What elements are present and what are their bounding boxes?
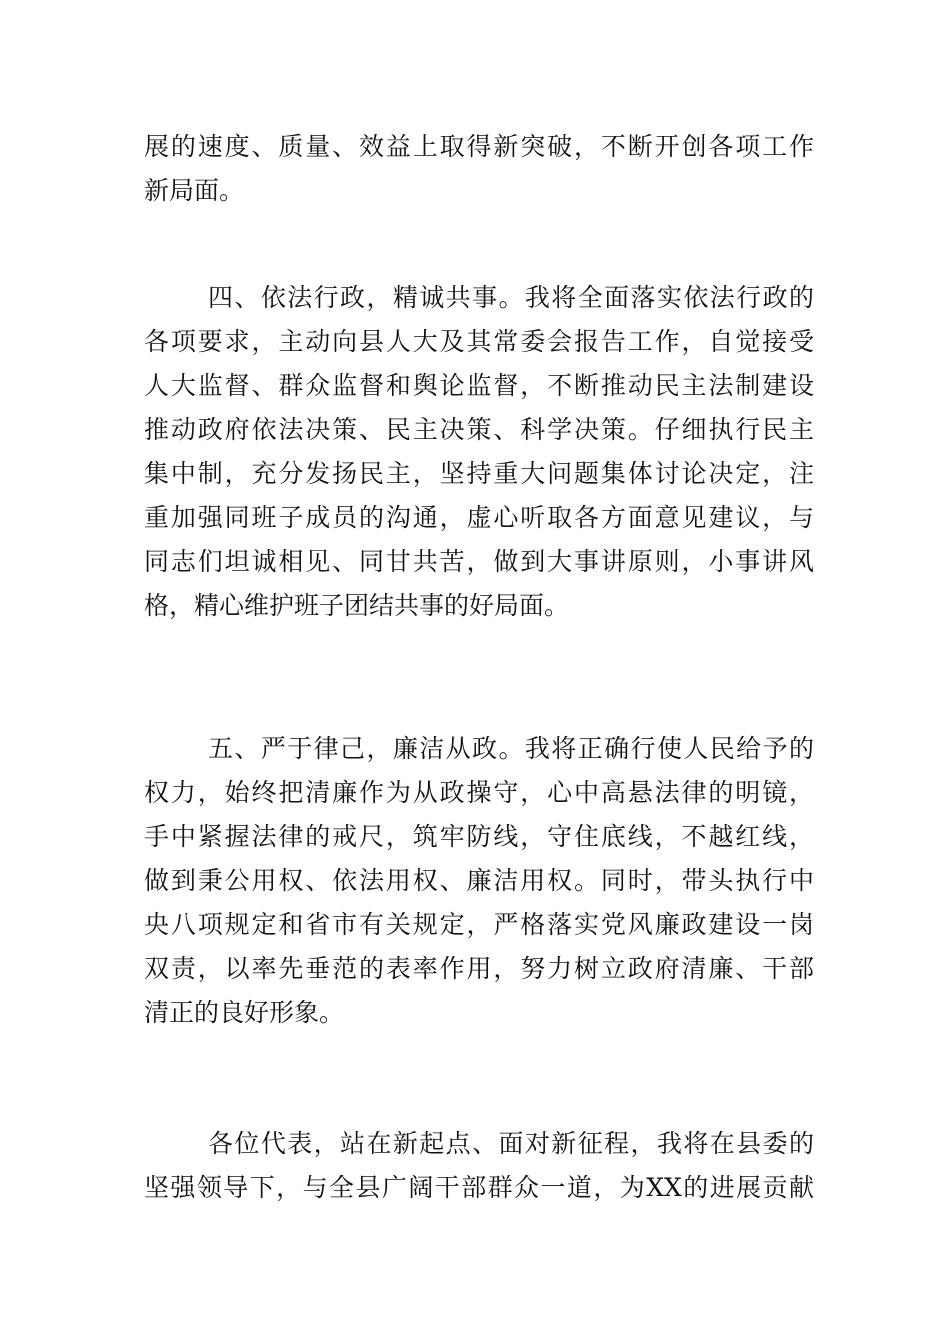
text-line: 各位代表，站在新起点、面对新征程，我将在县委的 (208, 1129, 814, 1158)
text-line: 双责，以率先垂范的表率作用，努力树立政府清廉、干部 (144, 954, 814, 983)
text-line: 央八项规定和省市有关规定，严格落实党风廉政建设一岗 (144, 910, 814, 939)
text-line: 坚强领导下，与全县广阔干部群众一道，为XX的进展贡献 (144, 1173, 814, 1202)
text-line: 各项要求，主动向县人大及其常委会报告工作，自觉接受 (144, 327, 814, 356)
text-line: 同志们坦诚相见、同甘共苦，做到大事讲原则，小事讲风 (144, 547, 814, 576)
text-line: 人大监督、群众监督和舆论监督，不断推动民主法制建设 (144, 371, 814, 400)
paragraph-closing (144, 1122, 814, 1210)
text-line: 清正的良好形象。 (144, 998, 345, 1027)
paragraph-section-five (144, 727, 814, 1035)
text-line: 做到秉公用权、依法用权、廉洁用权。同时，带头执行中 (144, 866, 814, 895)
text-line: 推动政府依法决策、民主决策、科学决策。仔细执行民主 (144, 415, 814, 444)
text-line: 五、严于律己，廉洁从政。我将正确行使人民给予的 (208, 734, 814, 763)
text-line: 展的速度、质量、效益上取得新突破，不断开创各项工作 (144, 132, 814, 161)
text-line: 手中紧握法律的戒尺，筑牢防线，守住底线，不越红线， (144, 822, 814, 851)
paragraph-continuation (144, 125, 814, 213)
text-line: 格，精心维护班子团结共事的好局面。 (144, 591, 570, 620)
text-line: 四、依法行政，精诚共事。我将全面落实依法行政的 (208, 283, 814, 312)
text-line: 权力，始终把清廉作为从政操守，心中高悬法律的明镜， (144, 778, 814, 807)
text-line: 新局面。 (144, 176, 245, 205)
paragraph-section-four (144, 276, 814, 628)
text-line: 集中制，充分发扬民主，坚持重大问题集体讨论决定，注 (144, 459, 814, 488)
text-line: 重加强同班子成员的沟通，虚心听取各方面意见建议，与 (144, 503, 814, 532)
